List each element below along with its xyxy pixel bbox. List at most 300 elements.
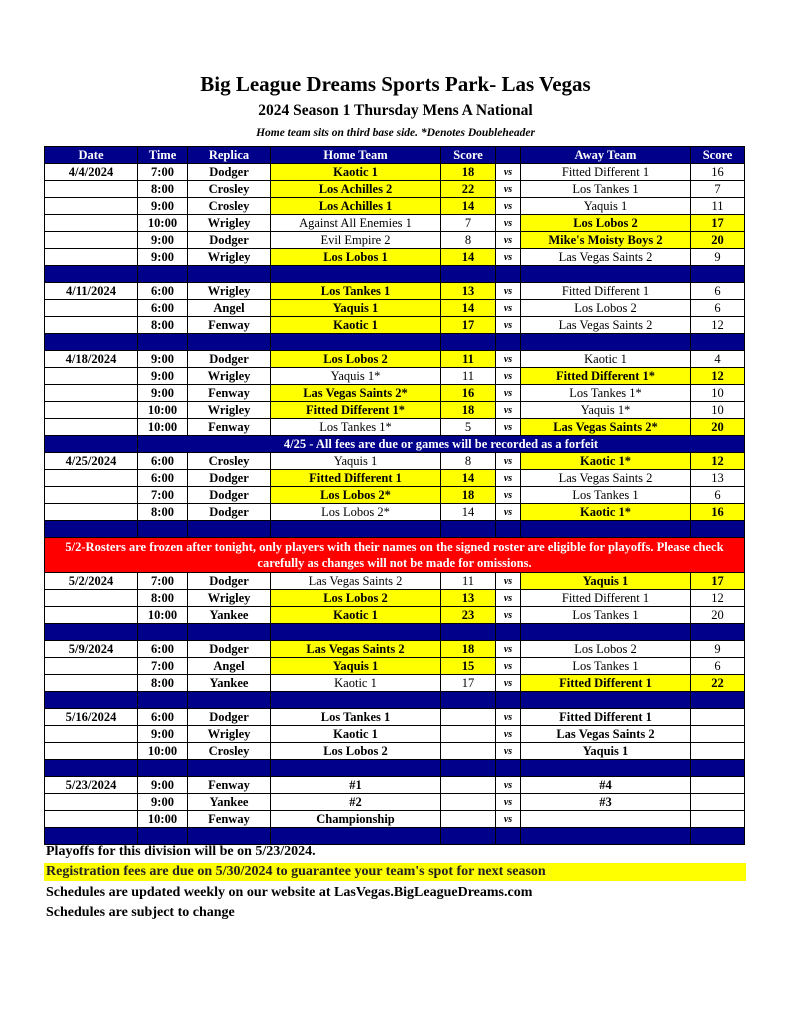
schedule-table [44,146,745,845]
vs-label: vs [496,198,521,215]
home-team: #2 [271,794,441,811]
separator-cell [496,334,521,351]
home-score: 17 [441,317,496,334]
away-score: 6 [691,658,745,675]
home-score: 15 [441,658,496,675]
away-score: 20 [691,232,745,249]
game-time: 6:00 [138,709,188,726]
home-score [441,777,496,794]
separator-cell [441,624,496,641]
vs-label: vs [496,658,521,675]
away-team: Fitted Different 1 [521,675,691,692]
game-date [45,300,138,317]
fee-notice: 4/25 - All fees are due or games will be recorded as a forfeit [138,436,745,453]
game-date [45,215,138,232]
separator-cell [521,334,691,351]
separator-cell [691,521,745,538]
game-time: 9:00 [138,232,188,249]
fee-notice-row [45,436,745,453]
away-score: 9 [691,249,745,266]
home-score: 18 [441,487,496,504]
vs-label: vs [496,419,521,436]
game-date: 4/11/2024 [45,283,138,300]
home-team: Los Lobos 2 [271,743,441,760]
away-score: 17 [691,215,745,232]
field-replica: Angel [188,300,271,317]
separator-cell [496,692,521,709]
home-score [441,726,496,743]
game-date [45,504,138,521]
vs-label: vs [496,283,521,300]
home-score: 8 [441,232,496,249]
separator-cell [271,266,441,283]
separator-cell [45,266,138,283]
game-time: 9:00 [138,794,188,811]
field-replica: Crosley [188,453,271,470]
home-score [441,794,496,811]
separator-cell [45,692,138,709]
game-date: 5/2/2024 [45,573,138,590]
home-score: 7 [441,215,496,232]
vs-label: vs [496,675,521,692]
separator-cell [496,624,521,641]
away-team: Yaquis 1 [521,198,691,215]
game-time: 6:00 [138,453,188,470]
game-time: 6:00 [138,300,188,317]
home-team: Evil Empire 2 [271,232,441,249]
home-team: Los Achilles 2 [271,181,441,198]
field-replica: Crosley [188,743,271,760]
game-date [45,607,138,624]
field-replica: Angel [188,658,271,675]
roster-alert: 5/2-Rosters are frozen after tonight, only players with their names on the signed roster are eligible for playoffs. Please check carefully as changes will not be made for omissions. [45,538,745,573]
separator-cell [45,334,138,351]
home-team: Kaotic 1 [271,675,441,692]
game-row [45,641,745,658]
game-row [45,164,745,181]
field-replica: Wrigley [188,726,271,743]
away-team: Yaquis 1 [521,573,691,590]
game-row [45,249,745,266]
game-time: 9:00 [138,351,188,368]
roster-alert-row [45,538,745,573]
vs-label: vs [496,402,521,419]
away-team: Kaotic 1* [521,504,691,521]
away-score: 11 [691,198,745,215]
field-replica: Dodger [188,709,271,726]
home-team: Las Vegas Saints 2* [271,385,441,402]
home-score: 13 [441,590,496,607]
field-replica: Dodger [188,487,271,504]
away-score: 7 [691,181,745,198]
away-team: Las Vegas Saints 2 [521,726,691,743]
separator-cell [188,692,271,709]
home-team: Yaquis 1 [271,453,441,470]
vs-label: vs [496,351,521,368]
game-time: 7:00 [138,164,188,181]
game-row [45,658,745,675]
game-time: 9:00 [138,368,188,385]
home-team: Los Lobos 2 [271,351,441,368]
separator-cell [45,521,138,538]
away-score: 10 [691,402,745,419]
away-team: #4 [521,777,691,794]
table-header-row [45,147,745,164]
home-score: 14 [441,198,496,215]
separator-cell [188,334,271,351]
away-team [521,811,691,828]
away-team: Fitted Different 1 [521,709,691,726]
away-score [691,709,745,726]
game-date [45,198,138,215]
vs-label: vs [496,641,521,658]
game-date [45,317,138,334]
field-replica: Dodger [188,164,271,181]
home-score [441,743,496,760]
game-row [45,709,745,726]
separator-cell [521,692,691,709]
field-replica: Yankee [188,794,271,811]
vs-label: vs [496,249,521,266]
vs-label: vs [496,794,521,811]
home-score: 23 [441,607,496,624]
home-team: Yaquis 1* [271,368,441,385]
away-score: 16 [691,504,745,521]
page-title: Big League Dreams Sports Park- Las Vegas [200,72,591,96]
away-score: 20 [691,607,745,624]
separator-cell [188,624,271,641]
game-time: 6:00 [138,283,188,300]
vs-label: vs [496,368,521,385]
game-row [45,453,745,470]
separator-cell [138,266,188,283]
home-team: Las Vegas Saints 2 [271,641,441,658]
registration-note: Registration fees are due on 5/30/2024 to guarantee your team's spot for next season [44,863,746,881]
home-score: 14 [441,249,496,266]
home-team: Kaotic 1 [271,726,441,743]
game-time: 7:00 [138,573,188,590]
field-replica: Wrigley [188,215,271,232]
game-time: 10:00 [138,402,188,419]
game-time: 9:00 [138,385,188,402]
away-score: 12 [691,317,745,334]
game-date [45,181,138,198]
separator-cell [496,521,521,538]
home-team: #1 [271,777,441,794]
away-team: Las Vegas Saints 2* [521,419,691,436]
home-score: 13 [441,283,496,300]
field-replica: Fenway [188,419,271,436]
field-replica: Fenway [188,385,271,402]
vs-label: vs [496,487,521,504]
col-time: Time [138,147,188,164]
field-replica: Wrigley [188,283,271,300]
away-team: Kaotic 1* [521,453,691,470]
game-row [45,419,745,436]
away-team: Los Tankes 1 [521,607,691,624]
away-score: 13 [691,470,745,487]
col-away-score: Score [691,147,745,164]
col-home-score: Score [441,147,496,164]
field-replica: Crosley [188,181,271,198]
field-replica: Wrigley [188,249,271,266]
away-team: Los Tankes 1* [521,385,691,402]
field-replica: Dodger [188,470,271,487]
vs-label: vs [496,181,521,198]
away-score: 6 [691,487,745,504]
away-score: 4 [691,351,745,368]
game-row [45,215,745,232]
vs-label: vs [496,573,521,590]
separator-cell [496,266,521,283]
vs-label: vs [496,607,521,624]
away-score: 16 [691,164,745,181]
home-score [441,811,496,828]
away-team: Los Tankes 1 [521,658,691,675]
col-away-team: Away Team [521,147,691,164]
col-replica: Replica [188,147,271,164]
separator-cell [441,266,496,283]
vs-label: vs [496,385,521,402]
game-time: 10:00 [138,607,188,624]
home-team: Las Vegas Saints 2 [271,573,441,590]
away-team: Fitted Different 1 [521,590,691,607]
game-date [45,794,138,811]
game-row [45,368,745,385]
game-date [45,675,138,692]
separator-cell [138,692,188,709]
vs-label: vs [496,590,521,607]
separator-cell [521,266,691,283]
separator-cell [45,436,138,453]
separator-cell [441,692,496,709]
game-date [45,658,138,675]
home-team: Against All Enemies 1 [271,215,441,232]
game-row [45,487,745,504]
game-date [45,402,138,419]
game-row [45,777,745,794]
separator-cell [691,266,745,283]
separator-cell [188,828,271,845]
away-team: Los Lobos 2 [521,641,691,658]
away-score [691,726,745,743]
home-score: 11 [441,573,496,590]
separator-cell [138,334,188,351]
field-replica: Dodger [188,573,271,590]
away-team: Las Vegas Saints 2 [521,470,691,487]
home-team: Los Tankes 1 [271,283,441,300]
col-date: Date [45,147,138,164]
away-score: 12 [691,453,745,470]
separator-cell [271,692,441,709]
game-row [45,794,745,811]
game-time: 10:00 [138,743,188,760]
game-row [45,504,745,521]
home-score: 16 [441,385,496,402]
separator-cell [271,521,441,538]
home-team: Kaotic 1 [271,607,441,624]
game-time: 9:00 [138,777,188,794]
game-time: 10:00 [138,419,188,436]
home-team: Fitted Different 1* [271,402,441,419]
game-row [45,590,745,607]
game-row [45,470,745,487]
game-row [45,402,745,419]
week-separator [45,692,745,709]
field-replica: Wrigley [188,402,271,419]
vs-label: vs [496,215,521,232]
away-team: Las Vegas Saints 2 [521,317,691,334]
col-vs [496,147,521,164]
game-row [45,607,745,624]
away-team: Fitted Different 1 [521,283,691,300]
game-time: 8:00 [138,590,188,607]
separator-cell [691,334,745,351]
separator-cell [188,521,271,538]
game-date [45,811,138,828]
season-subtitle: 2024 Season 1 Thursday Mens A National [258,102,533,119]
separator-cell [521,760,691,777]
vs-label: vs [496,709,521,726]
game-date: 4/4/2024 [45,164,138,181]
week-separator [45,334,745,351]
separator-cell [188,266,271,283]
separator-cell [691,692,745,709]
home-team: Fitted Different 1 [271,470,441,487]
vs-label: vs [496,743,521,760]
separator-cell [441,828,496,845]
away-score: 12 [691,368,745,385]
home-team: Los Tankes 1 [271,709,441,726]
home-score: 22 [441,181,496,198]
home-score: 18 [441,641,496,658]
separator-cell [691,760,745,777]
vs-label: vs [496,504,521,521]
separator-cell [138,828,188,845]
vs-label: vs [496,164,521,181]
away-team: Los Tankes 1 [521,487,691,504]
week-separator [45,266,745,283]
field-replica: Fenway [188,777,271,794]
game-date [45,385,138,402]
field-replica: Wrigley [188,590,271,607]
away-score: 17 [691,573,745,590]
field-replica: Yankee [188,607,271,624]
separator-cell [188,760,271,777]
disclaimer-note: Schedules are subject to change [46,905,235,920]
separator-cell [691,624,745,641]
away-score [691,743,745,760]
game-row [45,726,745,743]
game-date [45,743,138,760]
separator-cell [271,334,441,351]
game-row [45,811,745,828]
field-replica: Yankee [188,675,271,692]
home-team: Los Achilles 1 [271,198,441,215]
week-separator [45,521,745,538]
game-time: 10:00 [138,811,188,828]
away-team: Kaotic 1 [521,351,691,368]
game-time: 8:00 [138,675,188,692]
game-row [45,283,745,300]
separator-cell [138,521,188,538]
separator-cell [691,828,745,845]
game-time: 8:00 [138,504,188,521]
separator-cell [138,624,188,641]
home-team: Kaotic 1 [271,164,441,181]
game-time: 7:00 [138,658,188,675]
vs-label: vs [496,777,521,794]
away-team: Fitted Different 1 [521,164,691,181]
home-score: 8 [441,453,496,470]
game-row [45,743,745,760]
game-row [45,317,745,334]
field-replica: Fenway [188,811,271,828]
vs-label: vs [496,300,521,317]
separator-cell [45,624,138,641]
game-date: 5/9/2024 [45,641,138,658]
home-score: 18 [441,164,496,181]
col-home-team: Home Team [271,147,441,164]
separator-cell [271,624,441,641]
home-score: 17 [441,675,496,692]
game-date [45,249,138,266]
game-row [45,232,745,249]
separator-cell [521,828,691,845]
vs-label: vs [496,317,521,334]
home-team: Los Tankes 1* [271,419,441,436]
game-date [45,232,138,249]
away-score [691,777,745,794]
home-score: 18 [441,402,496,419]
playoffs-note: Playoffs for this division will be on 5/23/2024. [46,844,316,859]
game-row [45,385,745,402]
game-date [45,487,138,504]
vs-label: vs [496,470,521,487]
game-time: 9:00 [138,249,188,266]
separator-cell [441,521,496,538]
away-team: Los Lobos 2 [521,215,691,232]
home-score: 14 [441,504,496,521]
game-time: 9:00 [138,198,188,215]
separator-cell [45,760,138,777]
week-separator [45,828,745,845]
week-separator [45,760,745,777]
home-team: Kaotic 1 [271,317,441,334]
field-replica: Dodger [188,641,271,658]
field-replica: Dodger [188,232,271,249]
separator-cell [45,828,138,845]
game-time: 6:00 [138,470,188,487]
game-time: 8:00 [138,181,188,198]
game-row [45,198,745,215]
game-date [45,726,138,743]
away-score: 9 [691,641,745,658]
field-replica: Dodger [188,504,271,521]
away-team: Fitted Different 1* [521,368,691,385]
game-row [45,181,745,198]
home-score [441,709,496,726]
field-replica: Wrigley [188,368,271,385]
home-score: 5 [441,419,496,436]
away-score: 6 [691,283,745,300]
home-team: Los Lobos 2* [271,487,441,504]
field-replica: Crosley [188,198,271,215]
home-score: 14 [441,470,496,487]
away-score: 22 [691,675,745,692]
week-separator [45,624,745,641]
separator-cell [521,624,691,641]
